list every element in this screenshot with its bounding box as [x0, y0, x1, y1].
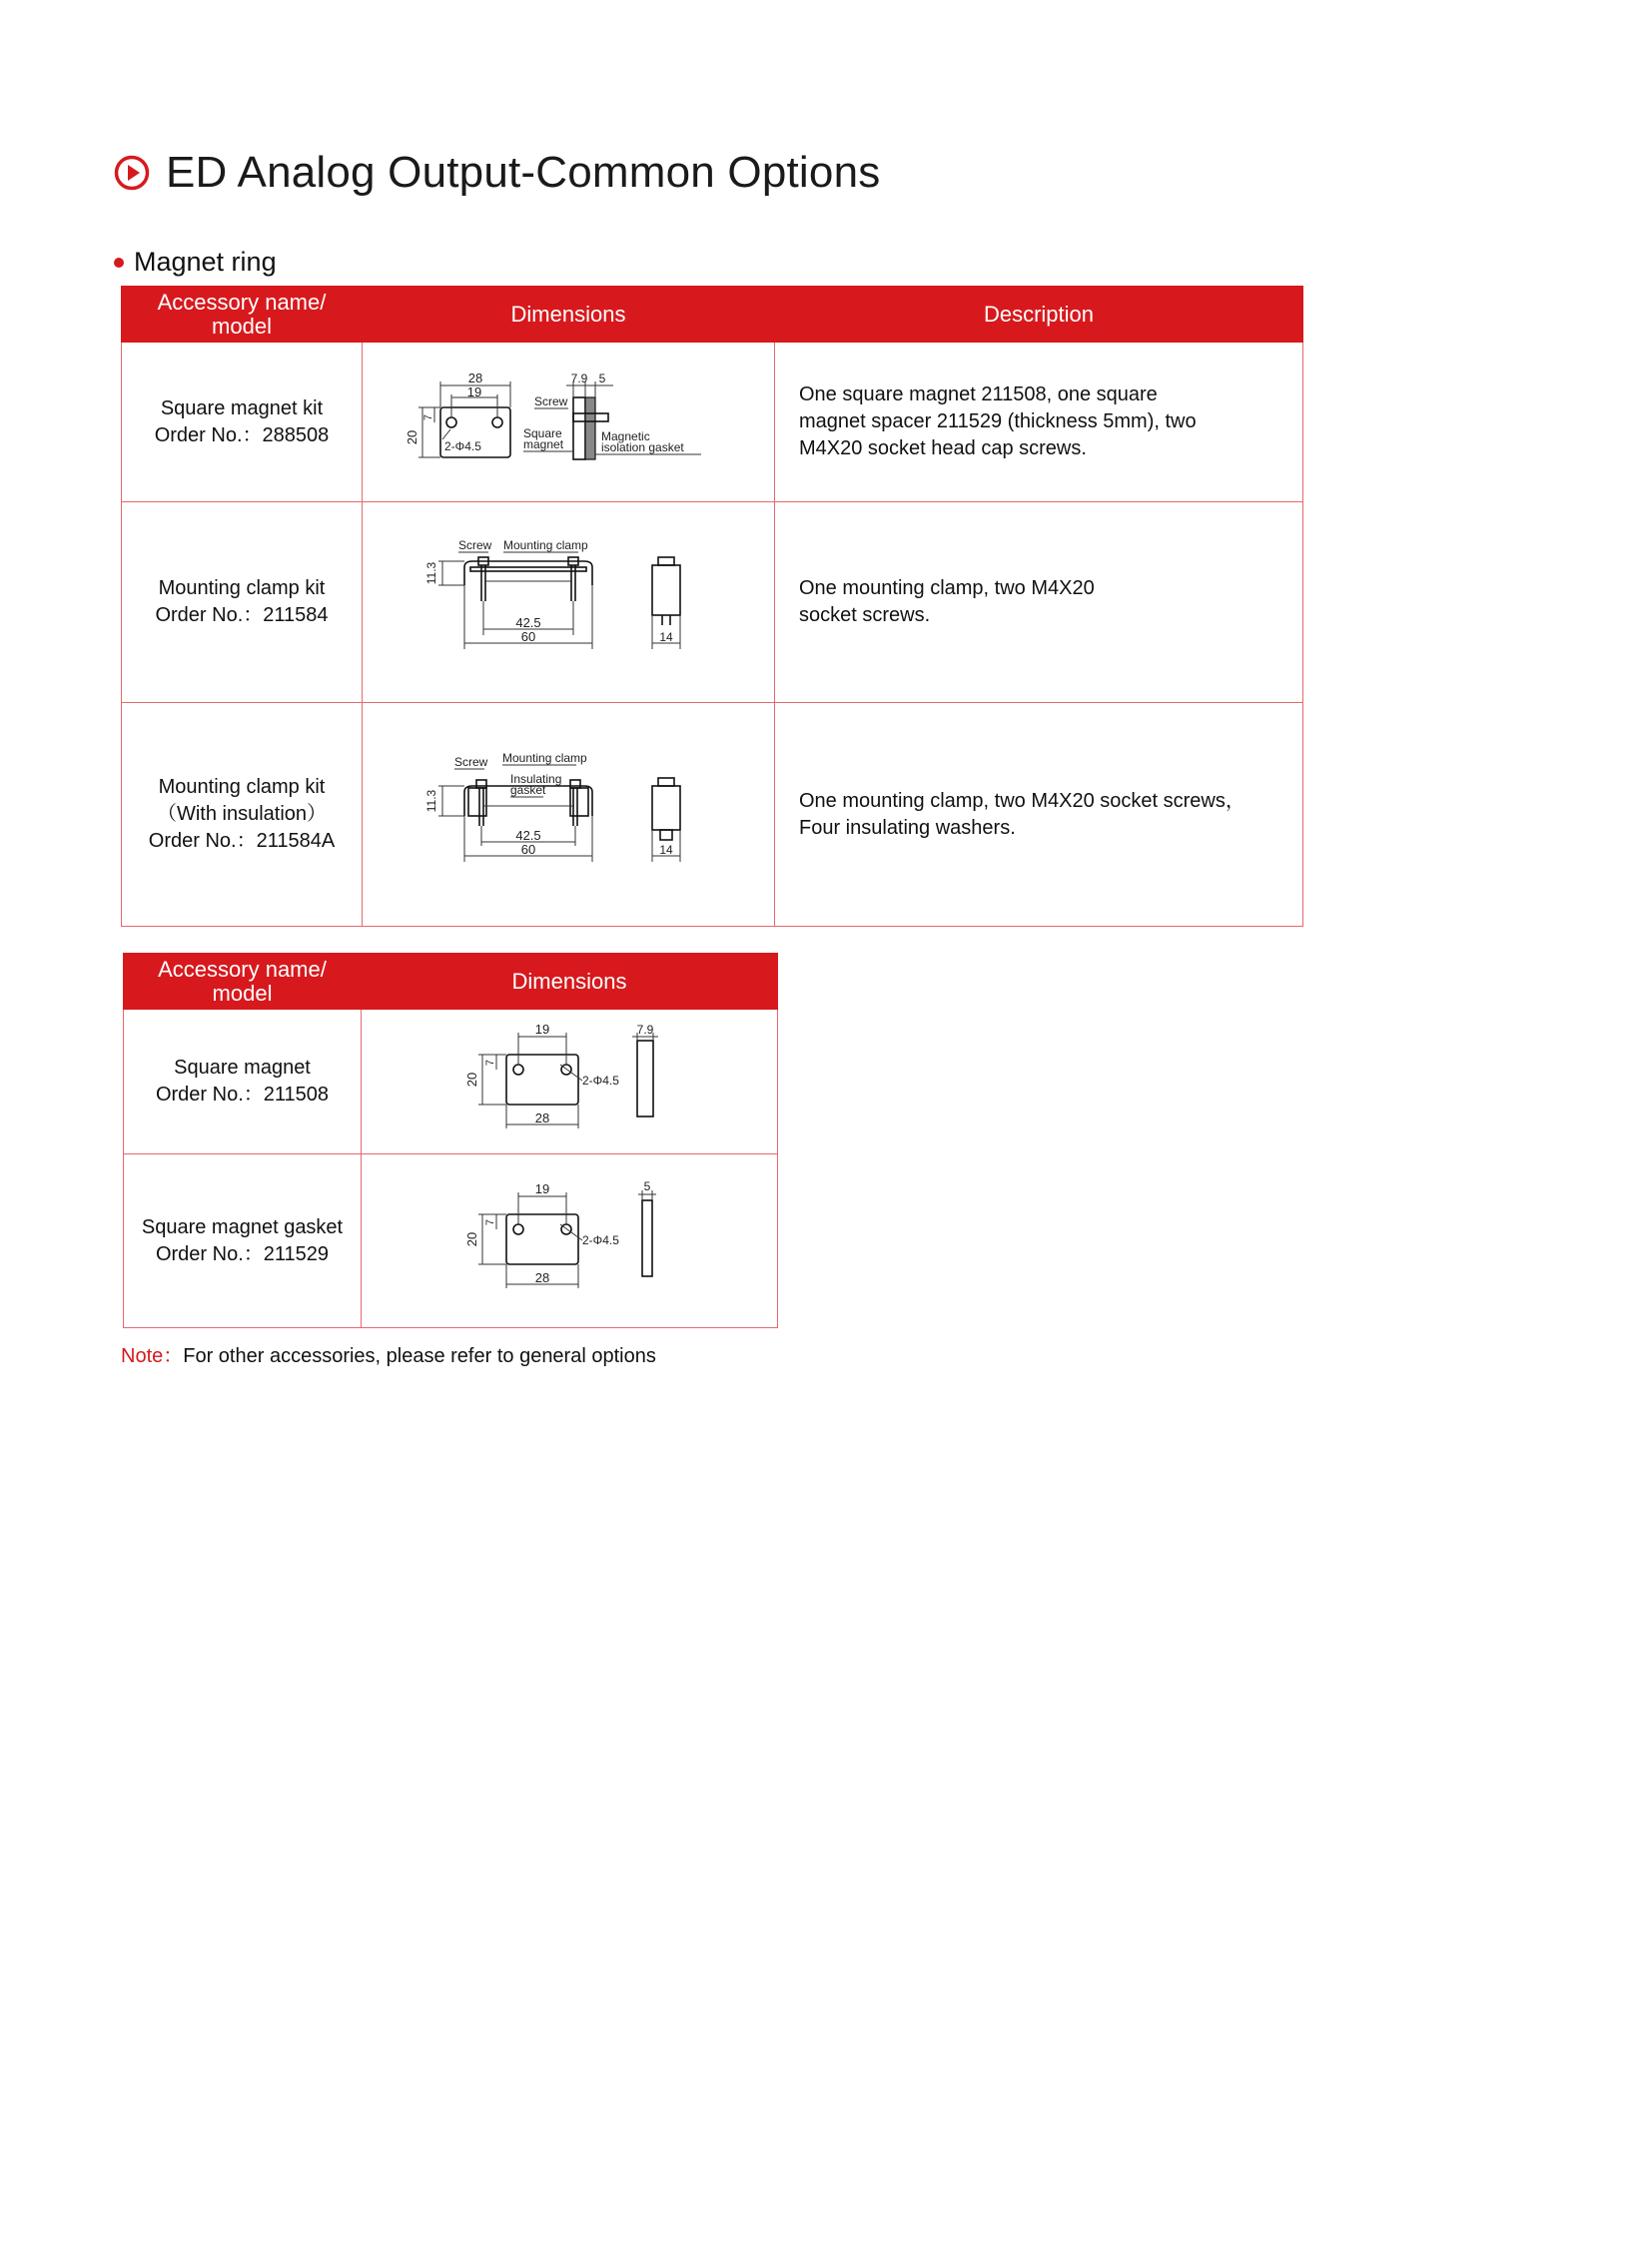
dimension-drawing-cell	[362, 1154, 778, 1328]
dim-width-label: 28	[534, 1111, 550, 1125]
section-heading	[114, 247, 277, 278]
callout-screw: Screw	[534, 393, 568, 408]
accessory-name-cell: Square magnet kit Order No.：288508	[122, 343, 363, 502]
bullet-dot-icon	[114, 258, 124, 268]
description-cell: One mounting clamp, two M4X20 socket screws.	[775, 502, 1303, 703]
dim-outer-length-label: 60	[520, 629, 536, 644]
dim-height-label: 11.3	[424, 561, 438, 585]
header-dimensions: Dimensions	[362, 954, 778, 1010]
dim-hole-label: 2-Φ4.5	[444, 438, 481, 453]
accessory-name-cell: Square magnet Order No.：211508	[124, 1010, 362, 1154]
callout-mounting-clamp: Mounting clamp	[502, 750, 587, 765]
square-magnet-kit-drawing	[399, 368, 738, 477]
callout-isolation-gasket-2: isolation gasket	[601, 439, 684, 454]
dim-inner-length-label: 42.5	[515, 615, 541, 630]
dimension-drawing-cell	[363, 502, 775, 703]
callout-insulating-gasket-2: gasket	[510, 782, 546, 797]
dim-height-label: 11.3	[424, 789, 438, 812]
dim-outer-length-label: 60	[520, 841, 536, 857]
accessory-name-cell: Mounting clamp kit Order No.：211584	[122, 502, 363, 703]
dim-width-label: 28	[467, 370, 483, 385]
table-row	[124, 1154, 778, 1328]
footnote-text: For other accessories, please refer to general options	[183, 1345, 656, 1367]
dim-height-label: 20	[464, 1072, 479, 1088]
dimension-drawing-cell	[363, 703, 775, 927]
table-row	[122, 502, 1303, 703]
table-row	[124, 1010, 778, 1154]
table-header-row	[124, 954, 778, 1010]
callout-insulating-gasket-1: Insulating	[510, 771, 562, 786]
dim-height-label: 20	[405, 429, 419, 444]
accessory-kit-table	[121, 286, 1303, 927]
square-magnet-gasket-drawing	[464, 1176, 674, 1306]
table-row	[122, 343, 1303, 502]
dim-hole-spacing-label: 19	[534, 1180, 550, 1196]
callout-square-magnet-1: Square	[523, 425, 562, 440]
dimension-drawing-cell	[362, 1010, 778, 1154]
header-accessory-name: Accessory name/ model	[122, 287, 363, 343]
spare-parts-table	[123, 953, 778, 1328]
dim-side-width-label: 14	[659, 630, 673, 644]
table-row	[122, 703, 1303, 927]
dim-hole-label: 2-Φ4.5	[582, 1074, 619, 1088]
dim-height-label: 20	[464, 1231, 479, 1246]
dim-inner-length-label: 42.5	[515, 827, 541, 843]
dim-hole-offset-label: 7	[484, 1218, 496, 1225]
header-description: Description	[775, 287, 1303, 343]
footnote	[121, 1339, 656, 1368]
dim-hole-label: 2-Φ4.5	[582, 1232, 619, 1247]
callout-screw: Screw	[454, 754, 488, 769]
page-title	[114, 148, 880, 198]
section-heading-text: Magnet ring	[134, 247, 277, 277]
play-circle-icon	[114, 155, 150, 191]
dim-hole-offset-label: 7	[422, 413, 434, 420]
page-title-text: ED Analog Output-Common Options	[166, 148, 881, 197]
dim-width-label: 28	[534, 1269, 550, 1285]
dim-hole-spacing-label: 19	[466, 383, 482, 399]
header-dimensions: Dimensions	[363, 287, 775, 343]
mounting-clamp-kit-drawing	[418, 537, 718, 667]
accessory-name-cell: Mounting clamp kit （With insulation） Order No.：211584A	[122, 703, 363, 927]
dim-magnet-thickness-label: 7.9	[570, 371, 588, 385]
accessory-name-cell: Square magnet gasket Order No.：211529	[124, 1154, 362, 1328]
dim-hole-spacing-label: 19	[534, 1022, 550, 1037]
callout-screw: Screw	[458, 538, 492, 552]
footnote-label: Note：	[121, 1345, 184, 1367]
callout-isolation-gasket-1: Magnetic	[601, 428, 650, 443]
insulated-mounting-clamp-kit-drawing	[418, 750, 718, 880]
description-cell: One square magnet 211508, one square magnet spacer 211529 (thickness 5mm), two M4X20 socket head cap screws.	[775, 343, 1303, 502]
description-cell: One mounting clamp, two M4X20 socket screws， Four insulating washers.	[775, 703, 1303, 927]
callout-square-magnet-2: magnet	[523, 436, 564, 451]
dim-side-width-label: 14	[659, 842, 673, 857]
dim-thickness-label: 5	[643, 1178, 651, 1193]
callout-mounting-clamp: Mounting clamp	[503, 538, 588, 552]
dim-gasket-thickness-label: 5	[598, 371, 606, 385]
square-magnet-drawing	[464, 1017, 674, 1146]
dim-thickness-label: 7.9	[636, 1023, 654, 1037]
header-accessory-name: Accessory name/ model	[124, 954, 362, 1010]
dim-hole-offset-label: 7	[484, 1059, 496, 1067]
table-header-row	[122, 287, 1303, 343]
dimension-drawing-cell	[363, 343, 775, 502]
